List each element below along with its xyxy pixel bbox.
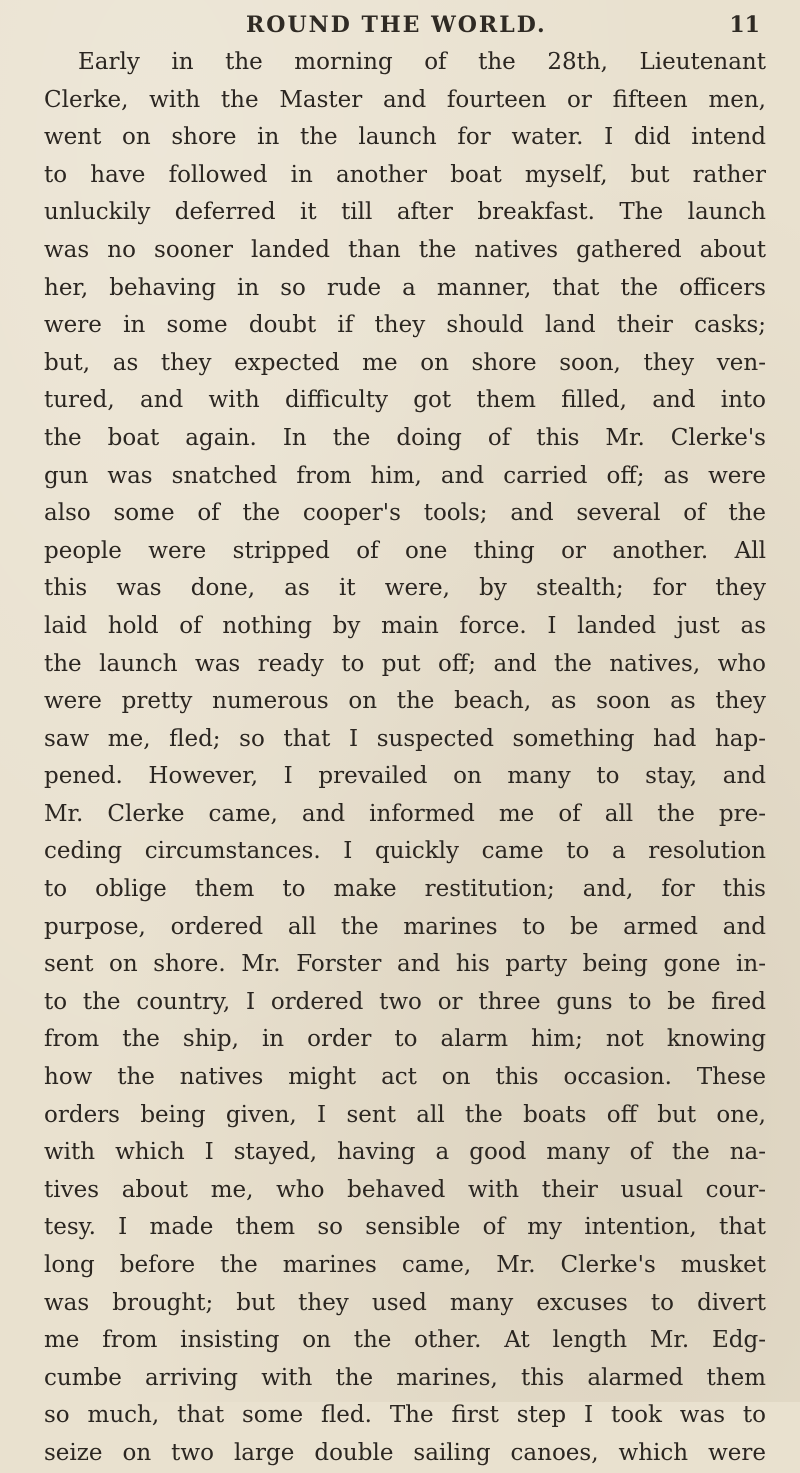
text-line: with which I stayed, having a good many of the na- — [44, 1139, 766, 1166]
text-line: to have followed in another boat myself, but rather — [44, 161, 766, 188]
text-line: went on shore in the launch for water. I did intend — [44, 124, 766, 151]
text-line: the launch was ready to put off; and the natives, who — [44, 650, 766, 677]
page-number: 11 — [729, 12, 760, 38]
text-line: seize on two large double sailing canoes, which were — [44, 1439, 766, 1466]
text-line: tesy. I made them so sensible of my intention, that — [44, 1214, 766, 1241]
text-line: this was done, as it were, by stealth; for they — [44, 575, 766, 602]
text-line: was no sooner landed than the natives gathered about — [44, 236, 766, 263]
running-title: ROUND THE WORLD. — [246, 12, 547, 38]
text-line: ceding circumstances. I quickly came to a resolution — [44, 838, 766, 865]
text-line: was brought; but they used many excuses to divert — [44, 1289, 766, 1316]
text-line: purpose, ordered all the marines to be armed and — [44, 913, 766, 940]
text-line: Early in the morning of the 28th, Lieutenant — [78, 49, 766, 75]
text-line: orders being given, I sent all the boats off but one, — [44, 1101, 766, 1128]
page-header — [0, 10, 800, 42]
text-line: unluckily deferred it till after breakfast. The launch — [44, 199, 766, 226]
text-line: her, behaving in so rude a manner, that the officers — [44, 274, 766, 301]
text-line: also some of the cooper's tools; and several of the — [44, 500, 766, 527]
text-line: tives about me, who behaved with their usual cour- — [44, 1176, 766, 1203]
text-line: sent on shore. Mr. Forster and his party being gone in- — [44, 951, 766, 978]
body-text — [44, 44, 766, 1473]
text-line: tured, and with difficulty got them filled, and into — [44, 387, 766, 414]
text-line: the boat again. In the doing of this Mr. Clerke's — [44, 424, 766, 451]
text-line: to the country, I ordered two or three guns to be fired — [44, 988, 766, 1015]
text-line: to oblige them to make restitution; and, for this — [44, 876, 766, 903]
text-line: me from insisting on the other. At length Mr. Edg- — [44, 1327, 766, 1354]
text-line: people were stripped of one thing or another. All — [44, 537, 766, 564]
text-line: but, as they expected me on shore soon, they ven- — [44, 349, 766, 376]
text-line: saw me, fled; so that I suspected something had hap- — [44, 725, 766, 752]
text-line: Mr. Clerke came, and informed me of all the pre- — [44, 800, 766, 827]
text-line: gun was snatched from him, and carried off; as were — [44, 462, 766, 489]
text-line: were pretty numerous on the beach, as soon as they — [44, 688, 766, 715]
text-line: long before the marines came, Mr. Clerke's musket — [44, 1252, 766, 1278]
text-line: Clerke, with the Master and fourteen or fifteen men, — [44, 86, 766, 113]
text-line: laid hold of nothing by main force. I landed just as — [44, 612, 766, 639]
text-line: were in some doubt if they should land their casks; — [44, 312, 766, 339]
text-line: how the natives might act on this occasion. These — [44, 1064, 766, 1091]
text-line: so much, that some fled. The first step I took was to — [44, 1402, 766, 1429]
text-line: pened. However, I prevailed on many to stay, and — [44, 763, 766, 790]
text-line: cumbe arriving with the marines, this alarmed them — [44, 1364, 766, 1391]
text-line: from the ship, in order to alarm him; not knowing — [44, 1026, 766, 1053]
